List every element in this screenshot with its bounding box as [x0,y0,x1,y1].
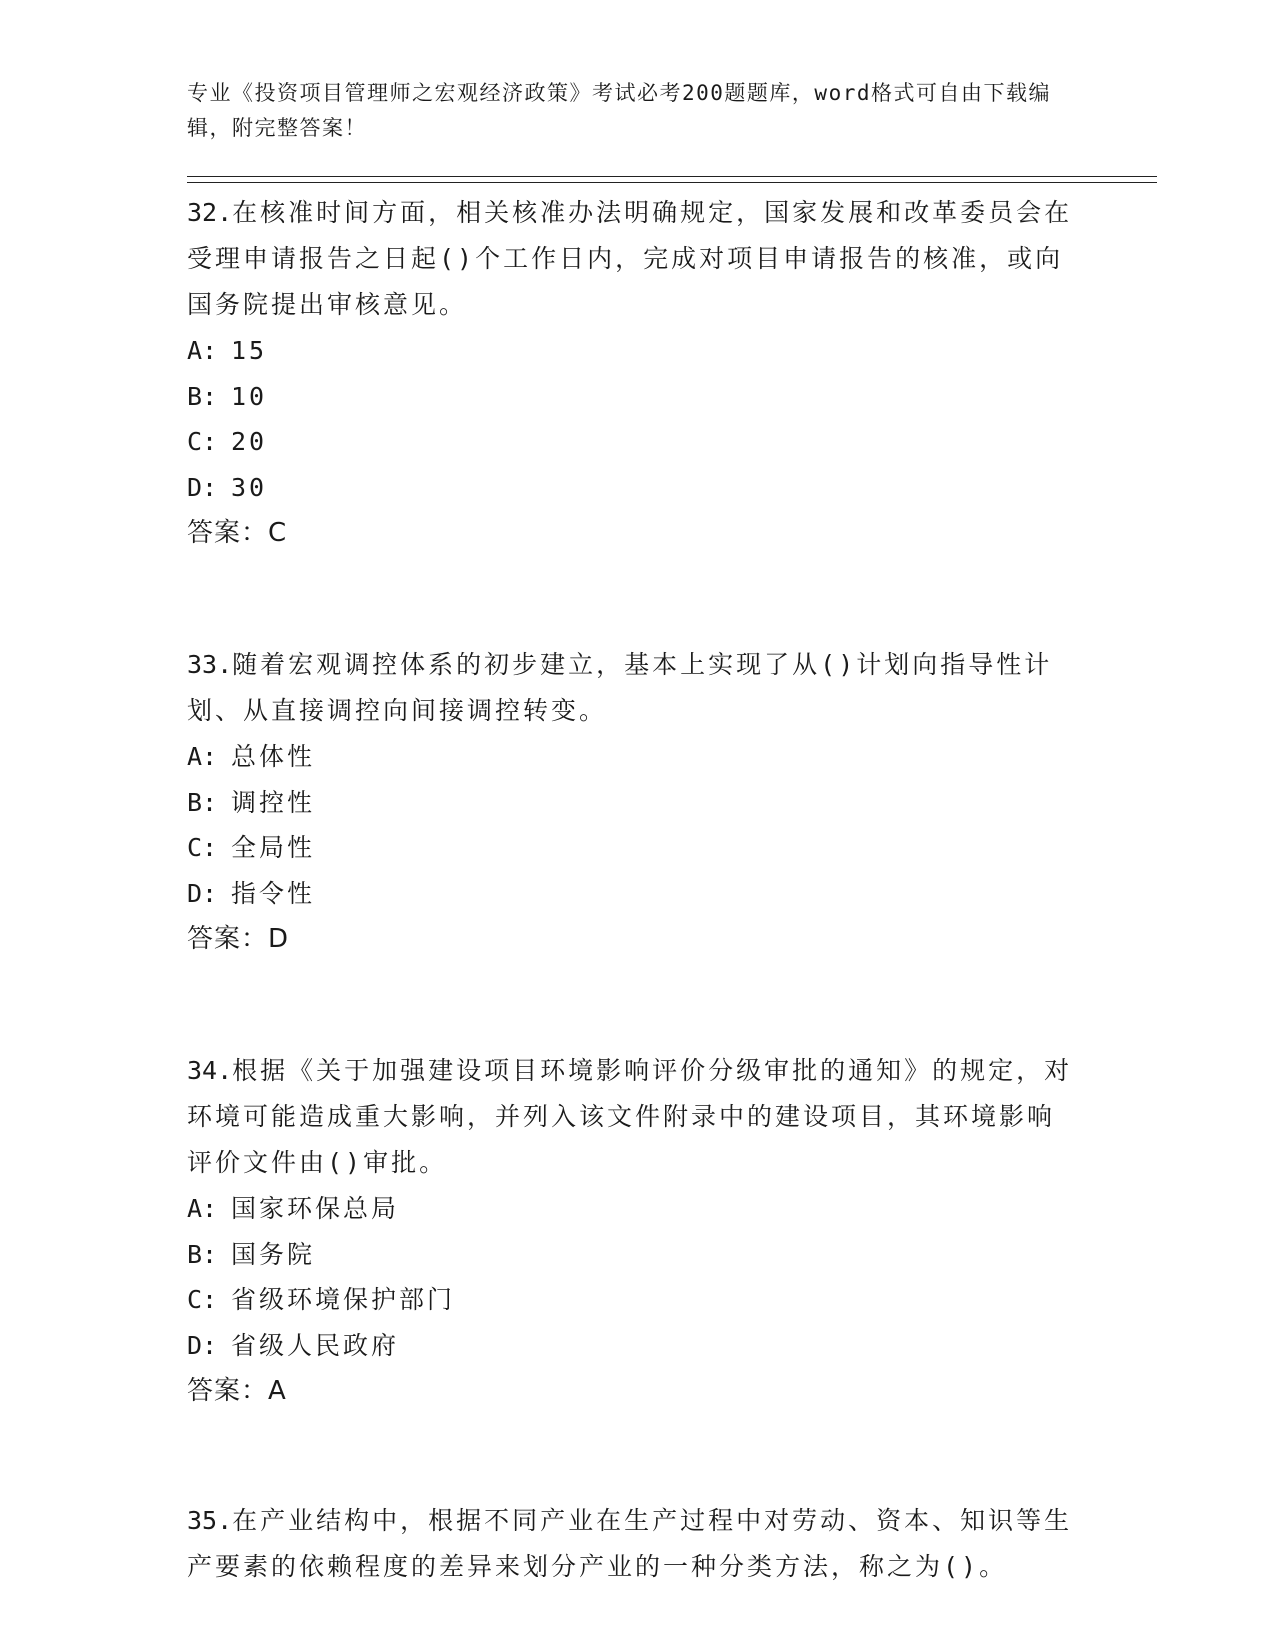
option-b [187,374,1087,420]
option-c [187,1277,1087,1323]
question-text: 随着宏观调控体系的初步建立，基本上实现了从()计划向指导性计划、从直接调控向间接调控转变。 [187,650,1053,725]
option-key: D: [187,472,218,502]
option-value: 指令性 [231,878,316,908]
option-key: B: [187,787,218,817]
option-key: D: [187,878,218,908]
option-a [187,1186,1087,1232]
question-spacer [187,1414,1087,1498]
question-34 [187,1048,1087,1414]
option-a [187,328,1087,374]
option-key: B: [187,381,218,411]
option-key: B: [187,1239,218,1269]
question-list [187,190,1087,1590]
option-c [187,419,1087,465]
question-number: 34. [187,1056,233,1085]
answer-line: 答案：D [187,924,290,954]
question-spacer [187,962,1087,1048]
question-32 [187,190,1087,556]
option-d [187,1323,1087,1369]
question-number: 35. [187,1506,233,1535]
option-d [187,465,1087,511]
option-b [187,1232,1087,1278]
question-text: 根据《关于加强建设项目环境影响评价分级审批的通知》的规定，对环境可能造成重大影响，并列入该文件附录中的建设项目，其环境影响评价文件由()审批。 [187,1056,1073,1177]
option-value: 20 [231,427,268,456]
option-value: 10 [231,381,268,411]
option-a [187,734,1087,780]
header-rule-top [187,176,1157,177]
option-value: 省级人民政府 [231,1330,400,1360]
option-value: 30 [231,472,268,502]
question-number: 33. [187,650,233,679]
option-value: 国家环保总局 [231,1194,400,1223]
question-text: 在核准时间方面，相关核准办法明确规定，国家发展和改革委员会在受理申请报告之日起()个工作日内，完成对项目申请报告的核准，或向国务院提出审核意见。 [187,198,1073,319]
answer-line: 答案：C [187,518,288,548]
answer-line: 答案：A [187,1376,287,1406]
option-key: C: [187,427,218,456]
option-d [187,871,1087,917]
option-key: C: [187,1285,218,1314]
question-35 [187,1498,1087,1590]
question-text: 在产业结构中，根据不同产业在生产过程中对劳动、资本、知识等生产要素的依赖程度的差异来划分产业的一种分类方法，称之为()。 [187,1506,1073,1581]
question-number: 32. [187,198,233,227]
option-key: A: [187,742,218,771]
option-value: 调控性 [231,787,316,817]
option-c [187,825,1087,871]
option-value: 总体性 [231,742,316,771]
option-b [187,780,1087,826]
question-33 [187,642,1087,962]
option-value: 国务院 [231,1239,316,1269]
option-key: C: [187,833,218,862]
option-key: D: [187,1330,218,1360]
option-value: 15 [231,336,268,365]
document-intro: 专业《投资项目管理师之宏观经济政策》考试必考200题题库，word格式可自由下载编辑，附完整答案！ [187,81,1051,140]
header-rule-bottom [187,182,1157,183]
question-spacer [187,556,1087,642]
option-key: A: [187,336,218,365]
option-value: 省级环境保护部门 [231,1285,456,1314]
option-value: 全局性 [231,833,316,862]
option-key: A: [187,1194,218,1223]
